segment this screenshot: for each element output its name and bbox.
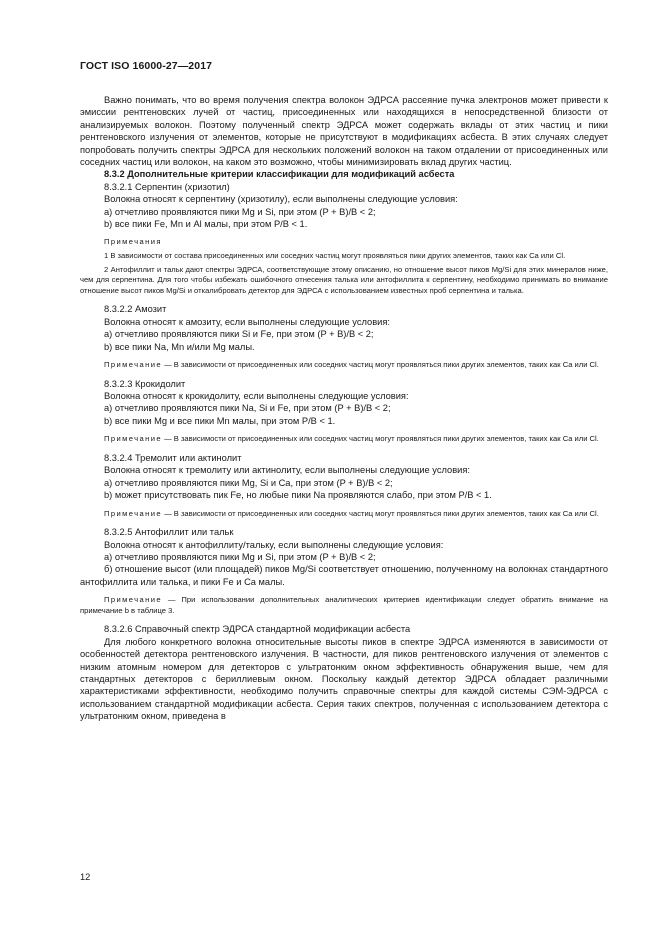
section-8322-item-b: b) все пики Na, Mn и/или Mg малы. xyxy=(104,341,255,352)
section-8321-note-1: 1 В зависимости от состава присоединенных или соседних частиц могут проявляться пики других элементов, таких как Ca или Cl. xyxy=(104,251,566,261)
section-8321-notes-label: Примечания xyxy=(104,237,162,247)
section-8325-note-text: — При использовании дополнительных аналитических критериев идентификации следует обратить внимание на примечание b в таблице 3. xyxy=(80,595,608,615)
section-8325-note-label: Примечание xyxy=(104,595,162,605)
section-8325-lead: Волокна относят к антофиллиту/тальку, если выполнены следующие условия: xyxy=(104,539,444,550)
section-8324-lead: Волокна относят к тремолиту или актинолиту, если выполнены следующие условия: xyxy=(104,465,470,476)
section-8326-body: Для любого конкретного волокна относительные высоты пиков в спектре ЭДРСА изменяются в зависимости от особенностей детектора рентгеновского излучения. В частности, для пиков рентгеновского излучения от элементов с низким атомным номером для детекторов с ультратонким окном эффективность обнаружения выше, чем для стандартных детекторов с бериллиевым окном. Поскольку каждый детектор ЭДРСА обладает различными характеристиками эффективности, необходимо получить справочные спектры для каждой системы СЭМ-ЭДРСА с использованием стандартной модификации асбеста. Серия таких спектров, полученная с использованием детектора с ультратонким окном, приведена в xyxy=(80,636,608,722)
section-8326-title: 8.3.2.6 Справочный спектр ЭДРСА стандартной модификации асбеста xyxy=(104,624,411,635)
section-8324-note xyxy=(80,509,608,520)
section-8325-item-b: б) отношение высот (или площадей) пиков Mg/Si соответствует отношению, полученному на волокнах стандартного антофиллита или талька, и пики Fe и Ca малы. xyxy=(80,564,608,587)
section-8325-title: 8.3.2.5 Антофиллит или тальк xyxy=(104,527,234,538)
section-8323-title: 8.3.2.3 Крокидолит xyxy=(104,378,186,389)
section-8323-note-text: — В зависимости от присоединенных или соседних частиц могут проявляться пики других элементов, таких как Ca или Cl. xyxy=(161,434,599,444)
section-8321-lead: Волокна относят к серпентину (хризотилу), если выполнены следующие условия: xyxy=(104,194,458,205)
section-8323-note xyxy=(80,434,608,445)
section-8322-title: 8.3.2.2 Амозит xyxy=(104,304,167,315)
section-8321-note-2: 2 Антофиллит и тальк дают спектры ЭДРСА, соответствующие этому описанию, но отношение высот пиков Mg/Si для этих минералов ниже, чем для серпентина. Для того чтобы избежать ошибочного отнесения талька или антофиллита к серпентину, необходимо принимать во внимание отношение высот пиков Mg/Si и откалибровать детектор для ЭДРСА с использованием известных проб серпентина и талька. xyxy=(80,264,608,295)
document-header: ГОСТ ISO 16000-27—2017 xyxy=(80,60,213,72)
section-8324-title: 8.3.2.4 Тремолит или актинолит xyxy=(104,452,242,463)
section-8321-item-a: а) отчетливо проявляются пики Mg и Si, при этом (P + B)/B < 2; xyxy=(104,206,376,217)
section-8323-lead: Волокна относят к крокидолиту, если выполнены следующие условия: xyxy=(104,391,409,402)
section-8325-note xyxy=(80,595,608,616)
section-8322-note-text: — В зависимости от присоединенных или соседних частиц могут проявляться пики других элементов, таких как Ca или Cl. xyxy=(161,360,599,370)
section-8325-item-a: а) отчетливо проявляются пики Mg и Si, при этом (P + B)/B < 2; xyxy=(104,551,376,562)
section-8321-title: 8.3.2.1 Серпентин (хризотил) xyxy=(104,181,230,192)
section-8322-note xyxy=(80,360,608,371)
section-8323-item-a: а) отчетливо проявляются пики Na, Si и Fe, при этом (P + B)/B < 2; xyxy=(104,403,391,414)
section-8323-item-b: b) все пики Mg и все пики Mn малы, при этом P/B < 1. xyxy=(104,415,336,426)
section-8322-item-a: а) отчетливо проявляются пики Si и Fe, при этом (P + B)/B < 2; xyxy=(104,329,374,340)
document-body xyxy=(80,94,608,723)
section-8321-item-b: b) все пики Fe, Mn и Al малы, при этом P/B < 1. xyxy=(104,219,308,230)
section-8323-note-label: Примечание xyxy=(104,434,162,444)
section-8322-note-label: Примечание xyxy=(104,360,162,370)
section-832-heading: 8.3.2 Дополнительные критерии классификации для модификаций асбеста xyxy=(104,169,455,180)
section-8324-item-a: а) отчетливо проявляются пики Mg, Si и Ca, при этом (P + B)/B < 2; xyxy=(104,477,393,488)
page-number: 12 xyxy=(80,872,91,882)
section-8322-lead: Волокна относят к амозиту, если выполнены следующие условия: xyxy=(104,316,390,327)
section-8324-note-text: — В зависимости от присоединенных или соседних частиц могут проявляться пики других элементов, таких как Ca или Cl. xyxy=(161,508,599,518)
section-8324-item-b: b) может присутствовать пик Fe, но любые пики Na проявляются слабо, при этом P/B < 1. xyxy=(104,490,492,501)
intro-paragraph: Важно понимать, что во время получения спектра волокон ЭДРСА рассеяние пучка электронов может привести к эмиссии рентгеновских лучей от частиц, присоединенных или находящихся в непосредственной близости от анализируемых волокон. Поэтому полученный спектр ЭДРСА может содержать вклады от этих частиц и пики рентгеновского излучения от элементов, которые не присутствуют в модификациях асбеста. В этих случаях следует попробовать получить спектры ЭДРСА для нескольких положений волокон на таком отдалении от присоединенных или соседних частиц или волокон, на каком это возможно, чтобы минимизировать вклад других частиц. xyxy=(80,95,608,168)
section-8324-note-label: Примечание xyxy=(104,508,162,518)
